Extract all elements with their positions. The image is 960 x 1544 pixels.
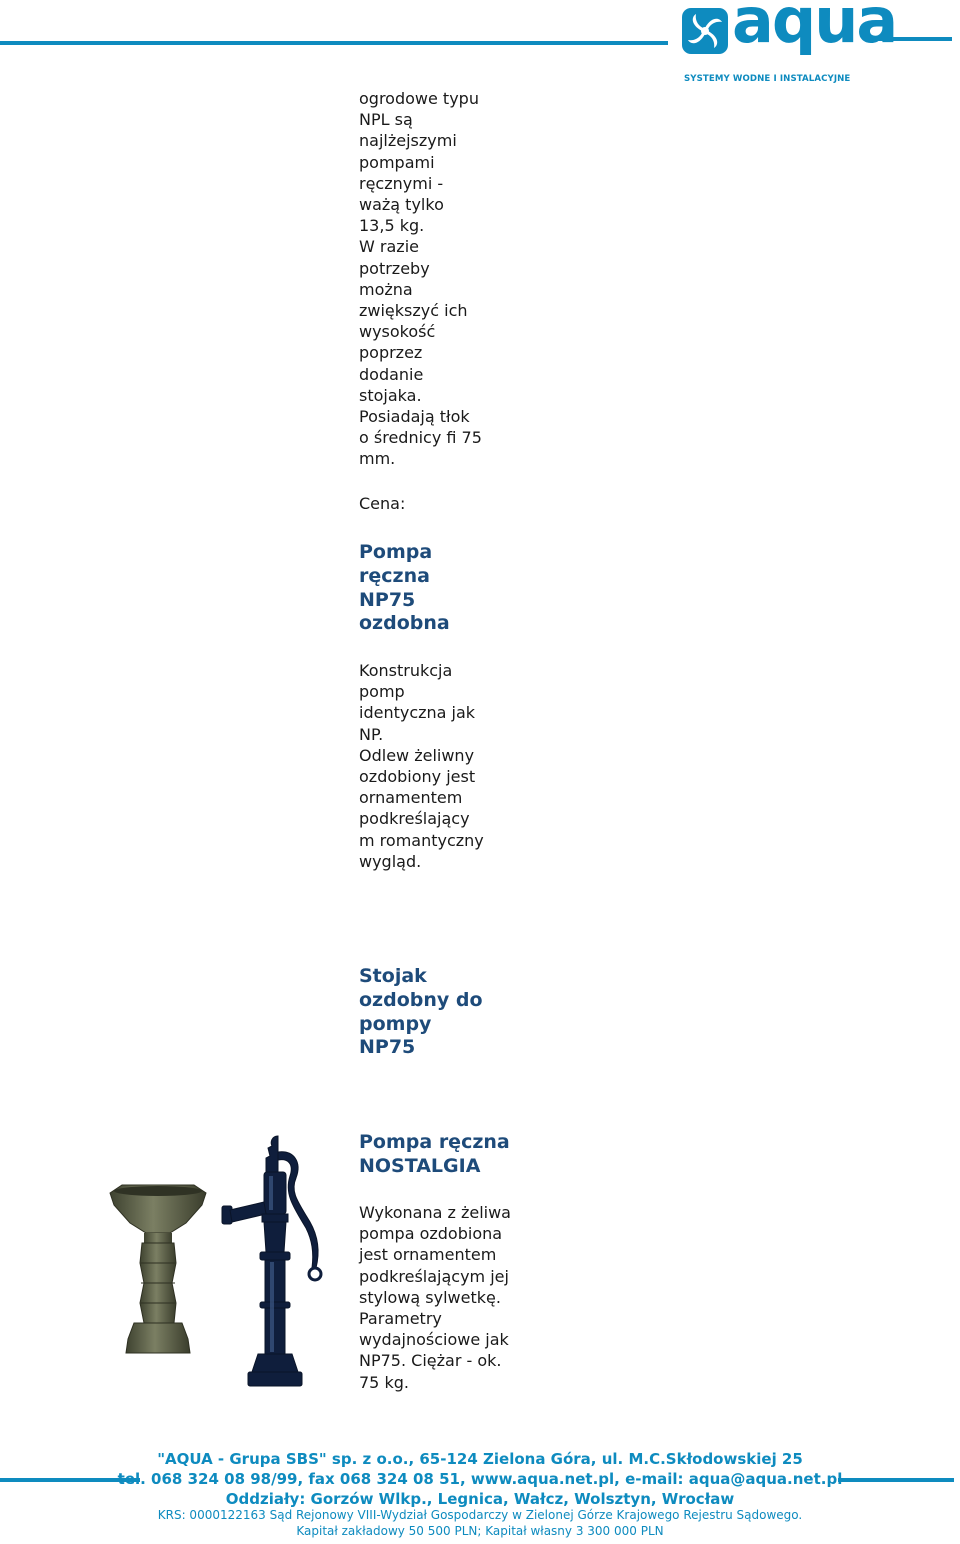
intro-line: o średnicy fi 75: [359, 428, 482, 448]
intro-line: NPL są: [359, 110, 413, 130]
title-line: Pompa ręczna: [359, 1131, 510, 1153]
intro-line: ważą tylko: [359, 195, 444, 215]
desc-line: Parametry: [359, 1309, 442, 1329]
intro-line: zwiększyć ich: [359, 301, 468, 321]
desc-line: identyczna jak: [359, 703, 476, 723]
desc-line: podkreślający: [359, 809, 470, 829]
intro-line: dodanie: [359, 364, 424, 384]
desc-line: wygląd.: [359, 851, 422, 871]
desc-line: podkreślającym jej: [359, 1266, 509, 1286]
title-line: ozdobna: [359, 612, 450, 635]
desc-line: Konstrukcja: [359, 661, 453, 680]
nostalgia-title: [359, 1131, 510, 1179]
title-line: NOSTALGIA: [359, 1154, 481, 1177]
desc-line: jest ornamentem: [359, 1245, 497, 1265]
intro-line: poprzez: [359, 343, 423, 363]
intro-line: W razie: [359, 237, 419, 257]
np75-title: [359, 541, 450, 636]
intro-line: Posiadają tłok: [359, 407, 470, 427]
stand-image: [108, 1183, 208, 1357]
footer-contact: tel. 068 324 08 98/99, fax 068 324 08 51, www.aqua.net.pl, e-mail: aqua@aqua.net.pl: [117, 1470, 843, 1488]
desc-line: pomp: [359, 682, 405, 702]
intro-line: mm.: [359, 449, 396, 469]
intro-line: stojaka.: [359, 385, 422, 405]
ornamental-stand-icon: [108, 1183, 208, 1357]
desc-line: NP75. Ciężar - ok.: [359, 1351, 502, 1371]
brand-name: aqua: [732, 0, 897, 57]
footer-registry: KRS: 0000122163 Sąd Rejonowy VIII-Wydział Gospodarczy w Zielonej Górze Krajowego Rejestru Sądowego.: [157, 1508, 803, 1522]
intro-line: 13,5 kg.: [359, 216, 425, 236]
title-line: ozdobny do: [359, 988, 483, 1011]
title-line: Stojak: [359, 965, 427, 987]
pump-image: [220, 1132, 330, 1390]
title-line: Pompa: [359, 541, 433, 563]
title-line: pompy: [359, 1012, 432, 1035]
title-line: NP75: [359, 1036, 416, 1059]
desc-line: m romantyczny: [359, 830, 484, 850]
desc-line: ornamentem: [359, 788, 463, 808]
price-label: Cena:: [359, 494, 406, 513]
desc-line: NP.: [359, 724, 384, 744]
intro-paragraph: [359, 88, 482, 470]
footer-branches: Oddziały: Gorzów Wlkp., Legnica, Wałcz, Wolsztyn, Wrocław: [225, 1490, 735, 1508]
brand-tagline: SYSTEMY WODNE I INSTALACYJNE: [684, 74, 851, 84]
turbine-swirl-icon: [682, 8, 728, 54]
desc-line: Odlew żeliwny: [359, 745, 475, 765]
aqua-logo: [682, 0, 897, 86]
desc-line: Wykonana z żeliwa: [359, 1203, 511, 1222]
header-rule-left: [0, 41, 668, 45]
intro-line: ręcznymi -: [359, 173, 444, 193]
title-line: ręczna: [359, 564, 430, 587]
desc-line: ozdobiony jest: [359, 767, 476, 787]
intro-line: potrzeby: [359, 258, 430, 278]
intro-line: wysokość: [359, 322, 436, 342]
footer-capital: Kapitał zakładowy 50 500 PLN; Kapitał własny 3 300 000 PLN: [296, 1524, 664, 1538]
footer-company: "AQUA - Grupa SBS" sp. z o.o., 65-124 Zielona Góra, ul. M.C.Skłodowskiej 25: [157, 1450, 803, 1468]
intro-line: można: [359, 279, 413, 299]
desc-line: stylową sylwetkę.: [359, 1287, 501, 1307]
np75-description: [359, 660, 484, 872]
title-line: NP75: [359, 588, 416, 611]
desc-line: 75 kg.: [359, 1372, 409, 1392]
desc-line: wydajnościowe jak: [359, 1330, 509, 1350]
stand-title: [359, 965, 483, 1060]
desc-line: pompa ozdobiona: [359, 1224, 503, 1244]
intro-line: pompami: [359, 152, 435, 172]
intro-line: ogrodowe typu: [359, 89, 479, 108]
intro-line: najlżejszymi: [359, 131, 457, 151]
nostalgia-description: [359, 1202, 511, 1393]
hand-pump-icon: [220, 1132, 330, 1390]
